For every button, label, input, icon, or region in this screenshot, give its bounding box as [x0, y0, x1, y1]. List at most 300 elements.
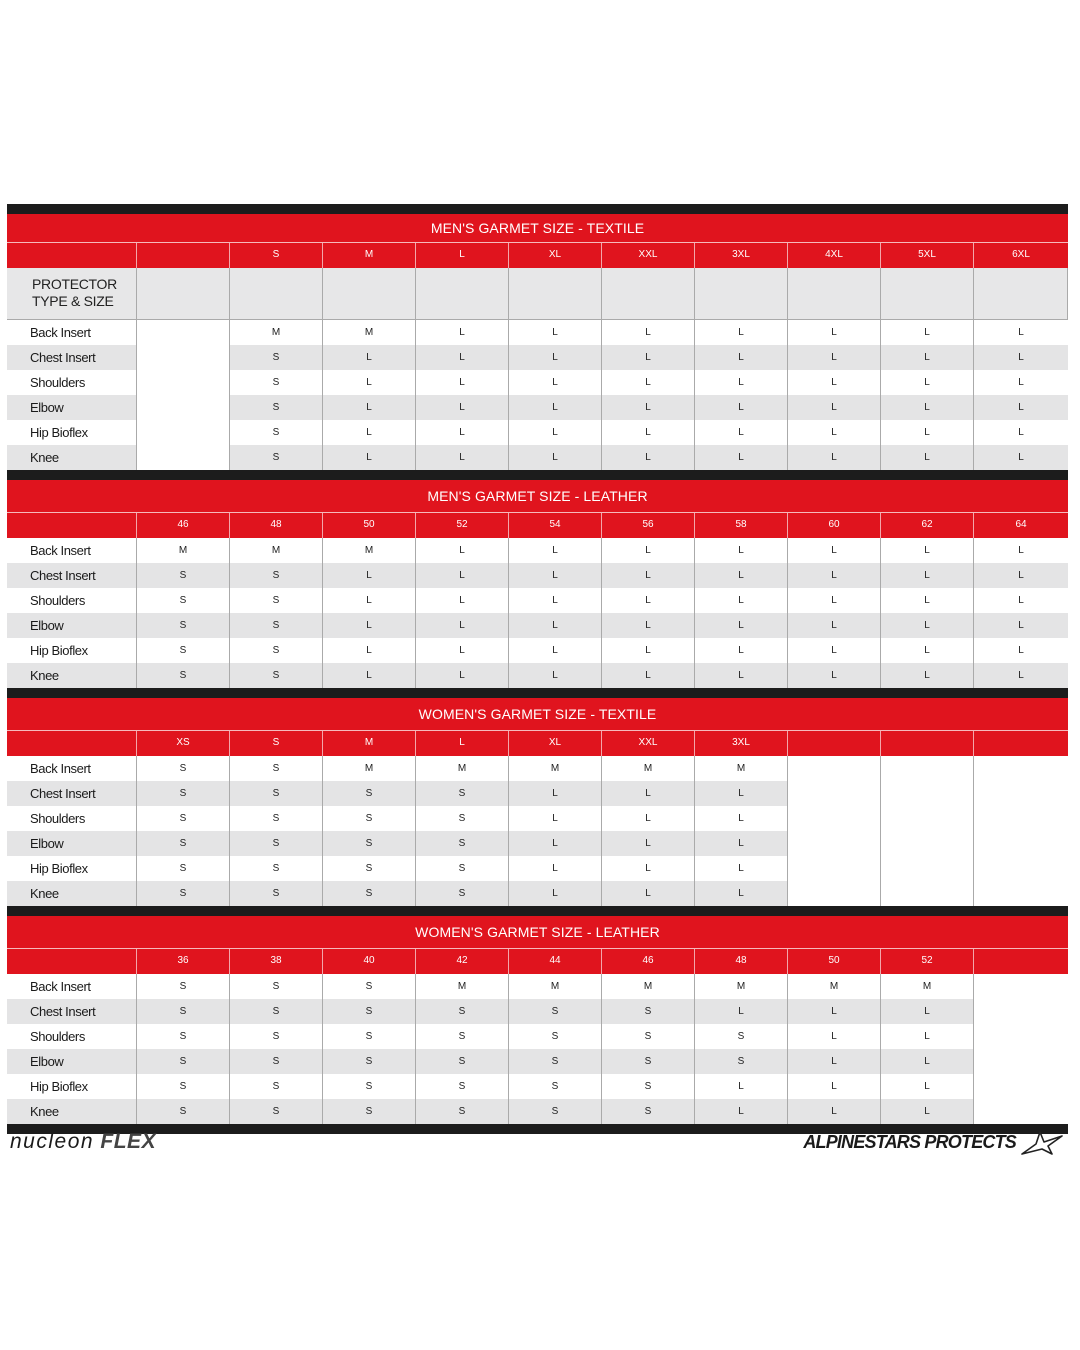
protector-header-row: [7, 268, 1068, 320]
header-blank-cell: [695, 268, 788, 319]
size-value-cell: L: [881, 638, 974, 663]
table-row: [7, 420, 1068, 445]
size-value-cell: M: [881, 974, 974, 999]
size-value-cell: S: [137, 756, 230, 781]
size-value-cell: L: [788, 395, 881, 420]
size-value-cell: [974, 756, 1068, 781]
size-header-row: [7, 242, 1068, 268]
size-value-cell: L: [1018, 352, 1024, 363]
size-value-cell: L: [602, 638, 695, 663]
size-value-cell: L: [788, 445, 881, 470]
size-value-cell: L: [788, 1024, 881, 1049]
protector-type-label: Shoulders: [7, 1024, 137, 1049]
size-header-cell: 48: [695, 949, 788, 974]
protector-header-label: [7, 268, 137, 319]
size-value-cell: S: [137, 563, 230, 588]
size-value-cell: L: [509, 638, 602, 663]
size-value-cell: [788, 881, 881, 906]
size-value-cell: S: [230, 999, 323, 1024]
size-value-cell: [788, 856, 881, 881]
size-value-cell: [974, 806, 1068, 831]
size-value-cell: M: [509, 974, 602, 999]
size-header-cell: XL: [509, 731, 602, 756]
size-value-cell: [974, 856, 1068, 881]
size-value-cell: S: [230, 370, 323, 395]
header-blank-cell: [602, 268, 695, 319]
size-value-cell: [788, 806, 881, 831]
size-value-cell: S: [230, 856, 323, 881]
table-row: [7, 806, 1068, 831]
size-value-cell: S: [230, 420, 323, 445]
size-value-cell: L: [416, 445, 509, 470]
size-value-cell: L: [602, 538, 695, 563]
section-title: MEN'S GARMET SIZE - TEXTILE: [7, 214, 1068, 242]
size-value-cell: S: [137, 1049, 230, 1074]
size-value-cell: S: [230, 445, 323, 470]
protector-type-label: Chest Insert: [7, 999, 137, 1024]
size-value-cell: L: [602, 781, 695, 806]
size-header-cell: 40: [323, 949, 416, 974]
size-value-cell: S: [137, 663, 230, 688]
protector-type-label: Elbow: [7, 831, 137, 856]
size-value-cell: S: [509, 1049, 602, 1074]
size-value-cell: L: [788, 538, 881, 563]
protector-type-label: Knee: [7, 663, 137, 688]
size-value-cell: L: [509, 445, 602, 470]
size-header-cell: XXL: [602, 243, 695, 268]
size-value-cell: L: [602, 588, 695, 613]
size-value-cell: S: [323, 781, 416, 806]
size-value-cell: L: [416, 538, 509, 563]
size-header-cell: [881, 731, 974, 756]
size-value-cell: L: [416, 638, 509, 663]
size-value-cell: L: [695, 395, 788, 420]
header-blank-cell: [416, 268, 509, 319]
size-value-cell: S: [230, 1024, 323, 1049]
size-value-cell: S: [230, 1099, 323, 1124]
size-value-cell: L: [602, 663, 695, 688]
section-title: WOMEN'S GARMET SIZE - LEATHER: [7, 916, 1068, 948]
table-row: [7, 1074, 1068, 1099]
size-header-cell: [788, 731, 881, 756]
table-row: [7, 370, 1068, 395]
size-value-cell: L: [695, 781, 788, 806]
size-header-cell: S: [230, 243, 323, 268]
size-header-row: [7, 948, 1068, 974]
size-value-cell: S: [230, 663, 323, 688]
table-row: [7, 756, 1068, 781]
size-header-cell: 44: [509, 949, 602, 974]
size-value-cell: L: [1018, 645, 1024, 656]
size-value-cell: L: [1018, 402, 1024, 413]
size-value-cell: [788, 781, 881, 806]
size-value-cell: L: [881, 999, 974, 1024]
size-value-cell: S: [509, 1099, 602, 1124]
size-value-cell: S: [230, 563, 323, 588]
size-value-cell: M: [416, 974, 509, 999]
size-value-cell: S: [137, 1024, 230, 1049]
size-value-cell: S: [137, 856, 230, 881]
protector-type-label: Shoulders: [7, 370, 137, 395]
size-value-cell: L: [788, 663, 881, 688]
size-value-cell: L: [602, 345, 695, 370]
size-value-cell: L: [695, 806, 788, 831]
size-value-cell: M: [323, 538, 416, 563]
size-value-cell: L: [1018, 452, 1024, 463]
size-value-cell: L: [323, 563, 416, 588]
size-value-cell: L: [416, 663, 509, 688]
size-value-cell: S: [230, 781, 323, 806]
size-value-cell: S: [416, 1049, 509, 1074]
size-value-cell: [881, 881, 974, 906]
size-header-cell: 58: [695, 513, 788, 538]
size-value-cell: S: [137, 831, 230, 856]
table-row: [7, 563, 1068, 588]
size-value-cell: S: [323, 806, 416, 831]
section-divider: [7, 688, 1068, 698]
table-row: [7, 1024, 1068, 1049]
size-value-cell: S: [602, 1099, 695, 1124]
size-value-cell: S: [602, 1049, 695, 1074]
size-value-cell: L: [323, 663, 416, 688]
size-value-cell: S: [137, 1074, 230, 1099]
size-value-cell: L: [602, 420, 695, 445]
size-value-cell: L: [788, 563, 881, 588]
table-row: [7, 856, 1068, 881]
protector-header-line: PROTECTOR: [32, 276, 117, 292]
size-value-cell: L: [416, 395, 509, 420]
size-value-cell: S: [323, 831, 416, 856]
table-row: [7, 395, 1068, 420]
header-blank-cell: [509, 268, 602, 319]
size-value-cell: [974, 1099, 1068, 1124]
protector-type-label: Hip Bioflex: [7, 1074, 137, 1099]
size-value-cell: L: [509, 395, 602, 420]
size-value-cell: S: [323, 974, 416, 999]
size-header-cell: 46: [602, 949, 695, 974]
size-value-cell: [137, 370, 230, 395]
protector-header-line: TYPE & SIZE: [32, 293, 114, 309]
size-value-cell: L: [695, 638, 788, 663]
chart-section: [7, 204, 1068, 470]
protector-type-label: Back Insert: [7, 538, 137, 563]
size-header-blank: [7, 513, 137, 538]
alpinestars-star-icon: [1018, 1130, 1064, 1156]
size-value-cell: S: [230, 974, 323, 999]
size-value-cell: L: [695, 563, 788, 588]
size-value-cell: S: [137, 781, 230, 806]
size-value-cell: S: [416, 806, 509, 831]
size-value-cell: [137, 395, 230, 420]
table-row: [7, 320, 1068, 345]
size-value-cell: L: [509, 345, 602, 370]
size-value-cell: L: [602, 856, 695, 881]
size-value-cell: S: [416, 999, 509, 1024]
size-value-cell: L: [881, 420, 974, 445]
header-blank-cell: [788, 268, 881, 319]
size-value-cell: L: [881, 1074, 974, 1099]
protector-type-label: Hip Bioflex: [7, 638, 137, 663]
size-value-cell: L: [509, 613, 602, 638]
size-value-cell: [881, 781, 974, 806]
size-value-cell: S: [416, 831, 509, 856]
size-value-cell: L: [695, 1074, 788, 1099]
size-header-cell: 62: [881, 513, 974, 538]
size-header-cell: 52: [881, 949, 974, 974]
size-header-cell: 3XL: [695, 243, 788, 268]
size-header-cell: 48: [230, 513, 323, 538]
size-value-cell: L: [509, 370, 602, 395]
size-value-cell: L: [1018, 570, 1024, 581]
size-header-cell: 64: [1015, 519, 1027, 530]
size-value-cell: L: [881, 538, 974, 563]
table-row: [7, 663, 1068, 688]
section-divider: [7, 470, 1068, 480]
size-header-cell: 52: [416, 513, 509, 538]
section-divider: [7, 906, 1068, 916]
size-value-cell: S: [230, 588, 323, 613]
size-value-cell: L: [695, 345, 788, 370]
nucleon-flex-logo: [10, 1130, 156, 1154]
size-value-cell: L: [416, 370, 509, 395]
protector-type-label: Chest Insert: [7, 781, 137, 806]
size-value-cell: L: [602, 806, 695, 831]
size-value-cell: L: [695, 370, 788, 395]
size-value-cell: L: [416, 613, 509, 638]
size-value-cell: S: [137, 999, 230, 1024]
size-value-cell: M: [230, 320, 323, 345]
table-row: [7, 538, 1068, 563]
size-value-cell: L: [695, 320, 788, 345]
size-value-cell: L: [602, 831, 695, 856]
size-value-cell: S: [416, 781, 509, 806]
size-value-cell: S: [416, 1074, 509, 1099]
chart-section: [7, 470, 1068, 688]
table-row: [7, 881, 1068, 906]
size-value-cell: L: [509, 831, 602, 856]
footer: [0, 1128, 1080, 1158]
size-value-cell: L: [323, 588, 416, 613]
size-value-cell: L: [509, 420, 602, 445]
header-blank-cell: [137, 268, 230, 319]
size-header-cell: 46: [137, 513, 230, 538]
size-header-cell: 38: [230, 949, 323, 974]
size-header-cell: XS: [137, 731, 230, 756]
size-value-cell: M: [323, 320, 416, 345]
size-value-cell: L: [1018, 620, 1024, 631]
size-value-cell: S: [323, 1049, 416, 1074]
size-value-cell: L: [695, 538, 788, 563]
size-value-cell: L: [881, 1024, 974, 1049]
size-value-cell: L: [881, 345, 974, 370]
size-value-cell: L: [602, 370, 695, 395]
size-value-cell: S: [323, 1074, 416, 1099]
protector-type-label: Elbow: [7, 395, 137, 420]
size-value-cell: S: [137, 881, 230, 906]
size-value-cell: M: [230, 538, 323, 563]
size-value-cell: L: [602, 395, 695, 420]
size-header-cell: M: [323, 243, 416, 268]
size-value-cell: M: [602, 756, 695, 781]
size-value-cell: M: [509, 756, 602, 781]
size-value-cell: L: [1018, 545, 1024, 556]
size-value-cell: S: [230, 756, 323, 781]
section-title: MEN'S GARMET SIZE - LEATHER: [7, 480, 1068, 512]
size-value-cell: L: [788, 1074, 881, 1099]
size-value-cell: L: [881, 563, 974, 588]
size-value-cell: L: [881, 370, 974, 395]
size-value-cell: S: [509, 999, 602, 1024]
size-value-cell: L: [323, 638, 416, 663]
table-row: [7, 445, 1068, 470]
size-value-cell: L: [788, 613, 881, 638]
size-value-cell: S: [602, 1024, 695, 1049]
size-header-cell: 6XL: [1012, 249, 1030, 260]
size-value-cell: S: [230, 345, 323, 370]
size-header-cell: 3XL: [695, 731, 788, 756]
size-value-cell: [974, 1024, 1068, 1049]
size-value-cell: S: [323, 856, 416, 881]
size-value-cell: L: [695, 663, 788, 688]
size-header-cell: XXL: [602, 731, 695, 756]
section-title: WOMEN'S GARMET SIZE - TEXTILE: [7, 698, 1068, 730]
protector-type-label: Shoulders: [7, 806, 137, 831]
size-value-cell: L: [695, 881, 788, 906]
size-value-cell: [881, 856, 974, 881]
table-row: [7, 974, 1068, 999]
size-value-cell: L: [695, 999, 788, 1024]
size-value-cell: L: [788, 370, 881, 395]
size-value-cell: [974, 974, 1068, 999]
size-value-cell: L: [323, 345, 416, 370]
size-value-cell: L: [509, 588, 602, 613]
protector-type-label: Chest Insert: [7, 345, 137, 370]
size-header-cell: [974, 731, 1068, 756]
size-value-cell: L: [788, 999, 881, 1024]
table-row: [7, 999, 1068, 1024]
size-header-cell: 36: [137, 949, 230, 974]
size-value-cell: S: [230, 1074, 323, 1099]
size-value-cell: L: [695, 445, 788, 470]
size-value-cell: [881, 806, 974, 831]
size-header-cell: 50: [788, 949, 881, 974]
size-value-cell: L: [788, 638, 881, 663]
logo-nucleon-text: nucleon: [10, 1130, 95, 1153]
size-value-cell: [788, 756, 881, 781]
size-value-cell: L: [881, 395, 974, 420]
protector-type-label: Hip Bioflex: [7, 420, 137, 445]
size-header-blank: [7, 731, 137, 756]
size-value-cell: L: [788, 588, 881, 613]
size-value-cell: L: [509, 856, 602, 881]
size-value-cell: L: [509, 663, 602, 688]
size-value-cell: L: [602, 563, 695, 588]
header-blank-cell: [881, 268, 974, 319]
size-header-cell: 56: [602, 513, 695, 538]
table-row: [7, 613, 1068, 638]
size-value-cell: S: [137, 588, 230, 613]
size-value-cell: S: [230, 1049, 323, 1074]
table-row: [7, 1099, 1068, 1124]
size-value-cell: L: [695, 613, 788, 638]
size-value-cell: S: [416, 881, 509, 906]
size-value-cell: L: [1018, 427, 1024, 438]
size-value-cell: S: [230, 806, 323, 831]
size-value-cell: S: [230, 881, 323, 906]
size-value-cell: [974, 1074, 1068, 1099]
size-value-cell: M: [695, 756, 788, 781]
size-value-cell: L: [416, 320, 509, 345]
size-value-cell: L: [1018, 377, 1024, 388]
size-value-cell: L: [1018, 670, 1024, 681]
size-value-cell: L: [509, 538, 602, 563]
size-value-cell: S: [509, 1024, 602, 1049]
table-row: [7, 781, 1068, 806]
protector-type-label: Back Insert: [7, 320, 137, 345]
size-value-cell: L: [788, 420, 881, 445]
size-header-cell: 54: [509, 513, 602, 538]
size-value-cell: L: [788, 320, 881, 345]
size-value-cell: S: [323, 881, 416, 906]
protector-type-label: Back Insert: [7, 974, 137, 999]
size-value-cell: S: [323, 999, 416, 1024]
size-value-cell: L: [788, 1049, 881, 1074]
size-value-cell: S: [695, 1024, 788, 1049]
size-header-cell: S: [230, 731, 323, 756]
protector-type-label: Knee: [7, 881, 137, 906]
protector-type-label: Elbow: [7, 613, 137, 638]
size-value-cell: L: [1018, 327, 1024, 338]
size-value-cell: S: [323, 1024, 416, 1049]
size-value-cell: S: [230, 831, 323, 856]
size-value-cell: L: [509, 806, 602, 831]
size-value-cell: L: [416, 345, 509, 370]
size-value-cell: L: [416, 588, 509, 613]
size-value-cell: [881, 831, 974, 856]
size-value-cell: L: [695, 831, 788, 856]
size-value-cell: M: [788, 974, 881, 999]
size-value-cell: [974, 831, 1068, 856]
size-value-cell: L: [323, 395, 416, 420]
size-value-cell: S: [695, 1049, 788, 1074]
size-value-cell: [137, 320, 230, 345]
table-row: [7, 1049, 1068, 1074]
size-value-cell: L: [602, 613, 695, 638]
size-value-cell: S: [137, 806, 230, 831]
size-value-cell: L: [416, 420, 509, 445]
size-header-row: [7, 730, 1068, 756]
size-value-cell: S: [230, 395, 323, 420]
size-header-cell: [974, 949, 1068, 974]
size-value-cell: L: [881, 1099, 974, 1124]
protector-type-label: Back Insert: [7, 756, 137, 781]
size-value-cell: S: [137, 638, 230, 663]
size-header-row: [7, 512, 1068, 538]
size-value-cell: L: [695, 588, 788, 613]
size-value-cell: L: [509, 881, 602, 906]
size-value-cell: L: [509, 563, 602, 588]
brand-text: ALPINESTARS PROTECTS: [803, 1132, 1016, 1152]
size-value-cell: L: [323, 420, 416, 445]
size-value-cell: M: [323, 756, 416, 781]
size-value-cell: M: [602, 974, 695, 999]
protector-type-label: Shoulders: [7, 588, 137, 613]
size-value-cell: S: [137, 613, 230, 638]
size-value-cell: S: [602, 999, 695, 1024]
size-value-cell: L: [323, 613, 416, 638]
size-value-cell: L: [881, 320, 974, 345]
size-value-cell: M: [416, 756, 509, 781]
